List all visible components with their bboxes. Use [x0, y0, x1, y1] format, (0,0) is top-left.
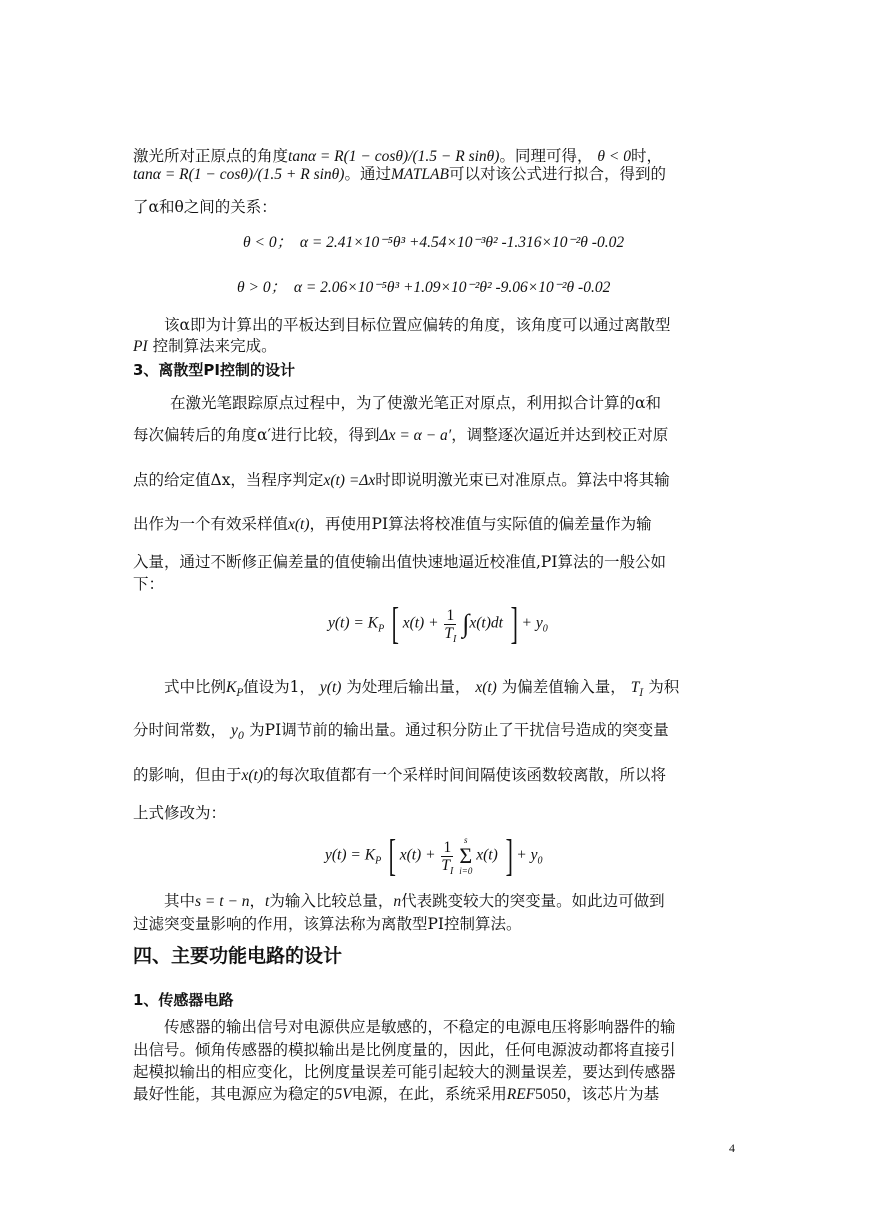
eq2-body: α = 2.06×10⁻⁵θ³ +1.09×10⁻²θ² -9.06×10⁻²θ -0.02	[293, 279, 611, 296]
text: ，再使用PI算法将校准值与实际值的偏差量作为输	[309, 515, 652, 533]
text: ，	[249, 892, 266, 910]
tan-formula-1: tanα = R(1 − cosθ)/(1.5 − R sinθ)	[288, 148, 500, 165]
t-term: t	[265, 893, 270, 910]
x-term: x(t) +	[399, 846, 436, 864]
para6-line4	[133, 1084, 659, 1105]
left-bracket: [	[391, 599, 400, 648]
summation	[459, 835, 472, 877]
text: 电源，在此，系统采用	[351, 1085, 507, 1103]
text: 分时间常数，	[133, 721, 227, 739]
ti-sub: I	[639, 688, 644, 700]
denominator: T	[444, 624, 454, 642]
5v-term: 5V	[334, 1086, 352, 1103]
text: 为输入比较总量，	[269, 892, 394, 910]
numerator: 1	[444, 607, 456, 625]
para5-line2: 过滤突变量影响的作用，该算法称为离散型PI控制算法。	[133, 915, 522, 933]
integral-sign: ∫	[462, 609, 470, 638]
sum-sign: Σ	[459, 843, 473, 868]
para3-line2	[133, 425, 668, 446]
left-bracket: [	[388, 831, 397, 880]
y0: y	[230, 722, 238, 739]
text: 出作为一个有效采样值	[133, 515, 289, 533]
fraction	[444, 606, 457, 645]
tan-formula-2: tanα = R(1 − cosθ)/(1.5 + R sinθ)	[133, 166, 345, 183]
text: 激光所对正原点的角度	[133, 147, 289, 165]
text: 点的给定值Δx，当程序判定	[133, 471, 324, 489]
xt: x(t)	[241, 767, 264, 784]
y0-sub: 0	[237, 731, 245, 743]
text: 为积	[648, 678, 680, 696]
numerator: 1	[441, 839, 453, 857]
para6-line1: 传感器的输出信号对电源供应是敏感的，不稳定的电源电压将影响器件的输	[164, 1018, 676, 1036]
integrand: x(t)dt	[469, 614, 503, 632]
fit-equation-2	[237, 278, 610, 298]
delta-formula: Δx = α − a′	[379, 427, 452, 444]
text: 控制算法来完成。	[152, 337, 277, 355]
para1-line2	[133, 164, 666, 185]
fraction	[441, 838, 454, 877]
para3-line3	[133, 470, 670, 491]
para4-line1	[164, 677, 679, 698]
pi-term: PI	[133, 338, 148, 355]
text: 为偏差值输入量，	[501, 678, 626, 696]
text: 式中比例	[164, 678, 227, 696]
n-term: n	[393, 893, 402, 910]
eq1-body: α = 2.41×10⁻⁵θ³ +4.54×10⁻³θ² -1.316×10⁻²θ -0.02	[299, 234, 625, 251]
para3-line4	[133, 514, 652, 535]
subscript-i: I	[453, 633, 457, 645]
para3-line1: 在激光笔跟踪原点过程中，为了使激光笔正对原点，利用拟合计算的α和	[170, 394, 661, 412]
matlab-term: MATLAB	[390, 166, 449, 183]
para2-line1: 该α即为计算出的平板达到目标位置应偏转的角度，该角度可以通过离散型	[164, 316, 671, 334]
text: 可以对该公式进行拟合，得到的	[448, 165, 666, 183]
xt: x(t)	[475, 679, 497, 696]
right-bracket: ]	[510, 599, 518, 648]
kp: K	[226, 679, 237, 696]
s-def: s = t − n	[195, 893, 250, 910]
subscript-p: P	[375, 855, 382, 867]
sum-lower: i=0	[459, 866, 473, 876]
page-number: 4	[729, 1141, 735, 1155]
para5-line1	[164, 891, 665, 912]
sum-upper: s	[464, 835, 468, 845]
tail: + y	[516, 846, 538, 864]
para1-line3: 了α和θ之间的关系：	[133, 198, 277, 216]
subscript-i: I	[450, 865, 454, 877]
text: ，该芯片为基	[566, 1085, 660, 1103]
kp-sub: P	[236, 688, 244, 700]
subsection-1-heading: 1、传感器电路	[133, 991, 234, 1009]
para4-line2	[133, 720, 669, 741]
text: 的影响，但由于	[133, 766, 242, 784]
tail: + y	[521, 614, 543, 632]
text: 其中	[164, 892, 196, 910]
text: 最好性能，其电源应为稳定的	[133, 1085, 335, 1103]
ref-term: REF	[506, 1086, 536, 1103]
para4-line4: 上式修改为：	[133, 804, 227, 822]
eq1-condition: θ < 0；	[243, 234, 293, 251]
para4-line3	[133, 765, 666, 786]
xt-condition: x(t) =Δx	[323, 472, 376, 489]
text: 代表跳变较大的突变量。如此边可做到	[401, 892, 665, 910]
text: 。通过	[344, 165, 391, 183]
para2-line2	[133, 336, 277, 357]
condition: θ < 0	[597, 148, 631, 165]
section-3-heading: 3、离散型PI控制的设计	[133, 361, 296, 379]
text: 为处理后输出量，	[346, 678, 471, 696]
denominator: T	[441, 856, 451, 874]
text: 的每次取值都有一个采样时间间隔使该函数较离散，所以将	[263, 766, 667, 784]
text: 时，	[630, 147, 662, 165]
right-bracket: ]	[505, 831, 513, 880]
x-term: x(t) +	[402, 614, 439, 632]
text: 每次偏转后的角度α′进行比较，得到	[133, 426, 380, 444]
pi-formula-discrete	[325, 831, 543, 880]
summand: x(t)	[476, 846, 498, 864]
text: 值设为1，	[243, 678, 315, 696]
para3-line6: 下：	[133, 575, 165, 593]
para3-line5: 入量，通过不断修正偏差量的值使输出值快速地逼近校准值,PI算法的一般公如	[133, 553, 666, 571]
eq2-condition: θ > 0；	[237, 279, 287, 296]
section-4-heading: 四、主要功能电路的设计	[133, 945, 343, 967]
yt: y(t)	[319, 679, 342, 696]
xt-term: x(t)	[288, 516, 310, 533]
fit-equation-1	[243, 233, 624, 253]
text: 时即说明激光束已对准原点。算法中将其输	[375, 471, 670, 489]
para6-line2: 出信号。倾角传感器的模拟输出是比例度量的，因此，任何电源波动都将直接引	[133, 1041, 676, 1059]
lhs: y(t) = K	[325, 846, 376, 864]
ti: T	[630, 679, 640, 696]
text: 。同理可得，	[499, 147, 593, 165]
para6-line3: 起模拟输出的相应变化，比例度量误差可能引起较大的测量误差，要达到传感器	[133, 1063, 676, 1081]
subscript-0: 0	[542, 623, 548, 635]
subscript-0: 0	[537, 855, 543, 867]
subscript-p: P	[378, 623, 385, 635]
text: 为PI调节前的输出量。通过积分防止了干扰信号造成的突变量	[249, 721, 669, 739]
pi-formula-continuous	[328, 599, 548, 648]
lhs: y(t) = K	[328, 614, 379, 632]
text: ，调整逐次逼近并达到校正对原	[451, 426, 669, 444]
ref-number: 5050	[535, 1086, 567, 1103]
